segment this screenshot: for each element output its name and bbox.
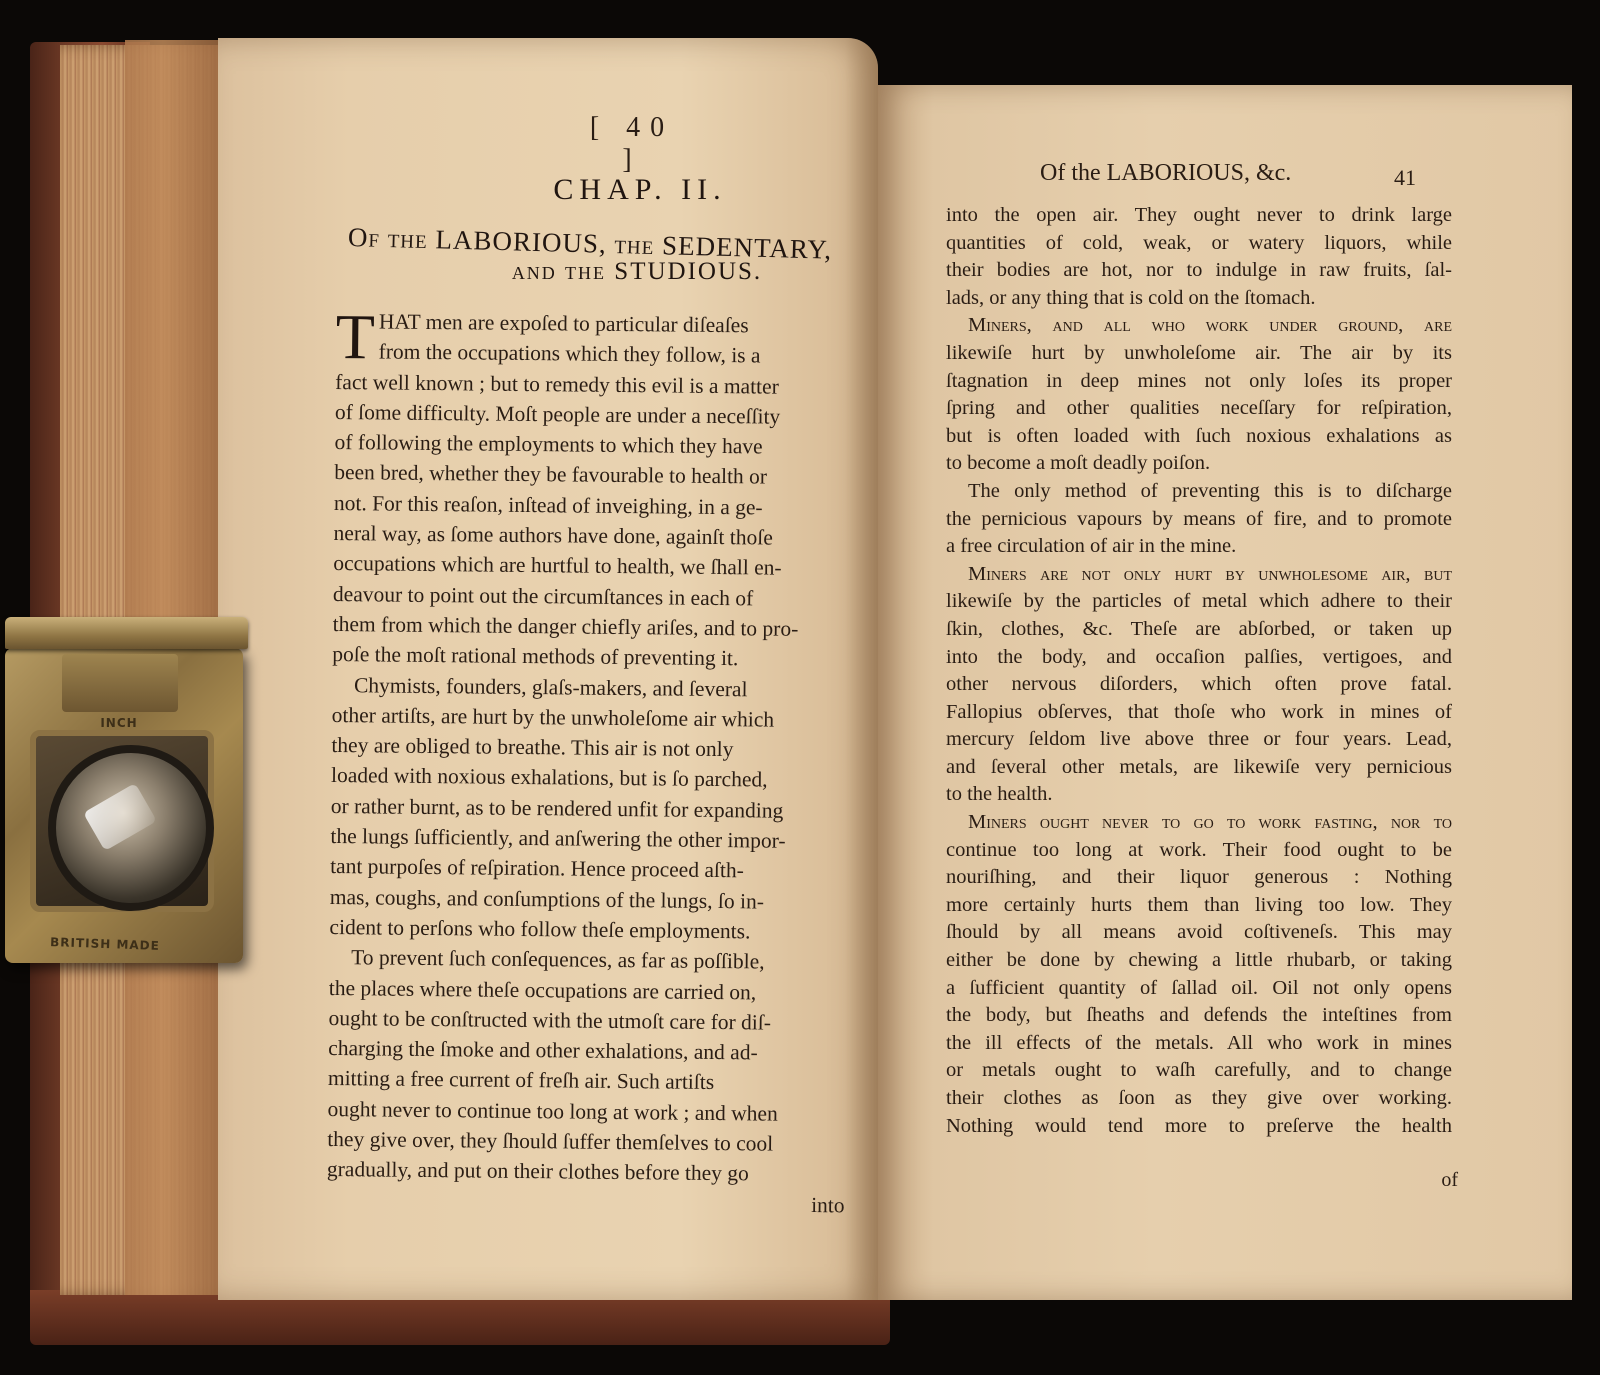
text-line: neral way, as ſome authors have done, againſt thoſe: [333, 521, 773, 550]
text-line: quantities of cold, weak, or watery liquors, while: [946, 231, 1452, 254]
text-line: of ſome difficulty. Moſt people are under a neceſſity: [334, 399, 781, 429]
text-line: they are obliged to breathe. This air is not only: [331, 733, 734, 762]
text-line: a ſufficient quantity of ſallad oil. Oil not only opens: [946, 976, 1452, 999]
text-line: HAT men are expoſed to particular diſeaſes: [378, 309, 749, 338]
text-line: their bodies are hot, nor to indulge in raw fruits, ſal-: [946, 259, 1452, 282]
text-line: mercury ſeldom live above three or four years. Lead,: [946, 728, 1452, 751]
text-line: into the body, and occaſion palſies, vertigoes, and: [946, 645, 1452, 668]
chapter-heading: CHAP. II.: [553, 173, 727, 206]
text-line: likewiſe by the particles of metal which adhere to their: [946, 590, 1452, 613]
drop-cap: T: [335, 301, 376, 373]
text-line: other nervous diſorders, which often prove fatal.: [946, 673, 1452, 696]
chapter-title-line-1: Of the LABORIOUS, the SEDENTARY,: [347, 222, 833, 265]
text-line: mas, coughs, and conſumptions of the lungs, ſo in-: [329, 884, 765, 914]
text-line: ſpring and other qualities neceſſary for reſpiration,: [946, 397, 1452, 420]
right-page-number: 41: [1394, 165, 1416, 190]
text-line: nouriſhing, and their liquor generous : Nothing: [946, 866, 1452, 889]
text-line: to the health.: [946, 783, 1053, 806]
text-line: fact well known ; but to remedy this evil is a matter: [335, 369, 779, 399]
text-line: not. For this reaſon, inſtead of inveighing, in a ge-: [333, 490, 763, 520]
text-line: cident to perſons who follow theſe employments.: [329, 914, 751, 944]
text-line: mitting a free current of freſh air. Such artiſts: [327, 1066, 715, 1095]
text-line: to become a moſt deadly poiſon.: [946, 452, 1211, 475]
text-line: from the occupations which they follow, is a: [378, 339, 761, 368]
text-line: ought to be conſtructed with the utmoſt care for diſ-: [328, 1005, 772, 1035]
text-line: ſtagnation in deep mines not only loſes its proper: [946, 369, 1452, 392]
chapter-title-line-2: and the STUDIOUS.: [511, 258, 763, 285]
right-paragraph-3: [946, 478, 1452, 561]
running-head: Of the LABORIOUS, &c.: [1040, 160, 1292, 186]
right-paragraph-1: [946, 202, 1452, 312]
text-line: ſhould by all means avoid coſtiveneſs. This may: [946, 921, 1452, 944]
text-line: the lungs ſufficiently, and anſwering the other impor-: [330, 824, 786, 853]
left-paragraph-2: [329, 670, 864, 948]
text-line: Miners ought never to go to work faſting, nor to: [968, 811, 1452, 834]
left-paragraph-3: [327, 942, 862, 1190]
text-line: ſkin, clothes, &c. Theſe are abſorbed, or taken up: [946, 617, 1452, 640]
text-line: Chymists, founders, glaſs-makers, and ſeveral: [353, 672, 748, 701]
text-line: the ill effects of the metals. All who work in mines: [946, 1031, 1452, 1054]
text-line: loaded with noxious exhalations, but is ſo parched,: [330, 763, 768, 792]
text-line: ought never to continue too long at work ; and when: [327, 1096, 778, 1126]
right-paragraph-5: [946, 809, 1452, 1140]
loupe-inch-label: INCH: [100, 716, 138, 730]
text-line: into the open air. They ought never to drink large: [946, 204, 1452, 226]
text-line: likewiſe hurt by unwholeſome air. The air by its: [946, 341, 1452, 364]
text-line: them from which the danger chiefly ariſes, and to pro-: [332, 611, 799, 641]
text-line: lads, or any thing that is cold on the ſtomach.: [946, 286, 1316, 309]
text-line: either be done by chewing a little rhubarb, or taking: [946, 949, 1452, 972]
text-line: charging the ſmoke and other exhalations, and ad-: [328, 1036, 758, 1065]
right-catchword: of: [1441, 1169, 1458, 1191]
text-line: the pernicious vapours by means of fire, and to promote: [946, 507, 1452, 530]
text-line: the places where theſe occupations are carried on,: [328, 975, 757, 1004]
loupe-hinge: [5, 617, 248, 649]
text-line: more certainly hurts them than living too low. They: [946, 893, 1452, 916]
right-paragraph-2: [946, 312, 1452, 478]
text-line: their clothes as ſoon as they give over working.: [946, 1087, 1452, 1109]
text-line: or rather burnt, as to be rendered unfit for expanding: [330, 793, 784, 823]
loupe-top-plate: [62, 654, 178, 712]
text-line: Miners, and all who work under ground, are: [968, 314, 1452, 337]
text-line: a free circulation of air in the mine.: [946, 535, 1237, 558]
text-line: continue too long at work. Their food ought to be: [946, 838, 1452, 861]
left-page-number: [ 40 ]: [589, 112, 675, 175]
text-line: Fallopius obſerves, that thoſe who work in mines of: [946, 700, 1452, 723]
text-line: occupations which are hurtful to health, we ſhall en-: [333, 551, 782, 581]
left-page-body: [326, 301, 867, 1220]
right-page-body: [946, 202, 1452, 1140]
text-line: they give over, they ſhould ſuffer themſelves to cool: [327, 1126, 774, 1156]
text-line: To prevent ſuch conſequences, as far as poſſible,: [351, 945, 765, 974]
text-line: deavour to point out the circumſtances in each of: [332, 581, 754, 611]
text-line: been bred, whether they be favourable to health or: [334, 460, 768, 490]
text-line: but is often loaded with ſuch noxious exhalations as: [946, 424, 1452, 447]
text-line: or metals ought to waſh carefully, and to change: [946, 1059, 1452, 1082]
left-catchword: into: [811, 1192, 845, 1217]
text-line: other artiſts, are hurt by the unwholeſome air which: [331, 702, 775, 732]
left-paragraph-1: [332, 301, 868, 675]
text-line: Miners are not only hurt by unwholeſome air, but: [968, 562, 1452, 585]
text-line: and ſeveral other metals, are likewiſe very pernicious: [946, 755, 1452, 778]
text-line: the body, but ſheaths and defends the inteſtines from: [946, 1004, 1452, 1027]
text-line: Nothing would tend more to preſerve the health: [946, 1114, 1452, 1137]
text-line: poſe the moſt rational methods of preventing it.: [332, 642, 739, 671]
text-line: The only method of preventing this is to diſcharge: [968, 479, 1452, 502]
right-paragraph-4: [946, 561, 1452, 809]
text-line: gradually, and put on their clothes before they go: [326, 1157, 749, 1186]
text-line: of following the employments to which they have: [334, 430, 763, 459]
loupe-maker-label: BRITISH MADE: [49, 935, 161, 953]
text-line: tant purpoſes of reſpiration. Hence proceed aſth-: [330, 854, 744, 883]
